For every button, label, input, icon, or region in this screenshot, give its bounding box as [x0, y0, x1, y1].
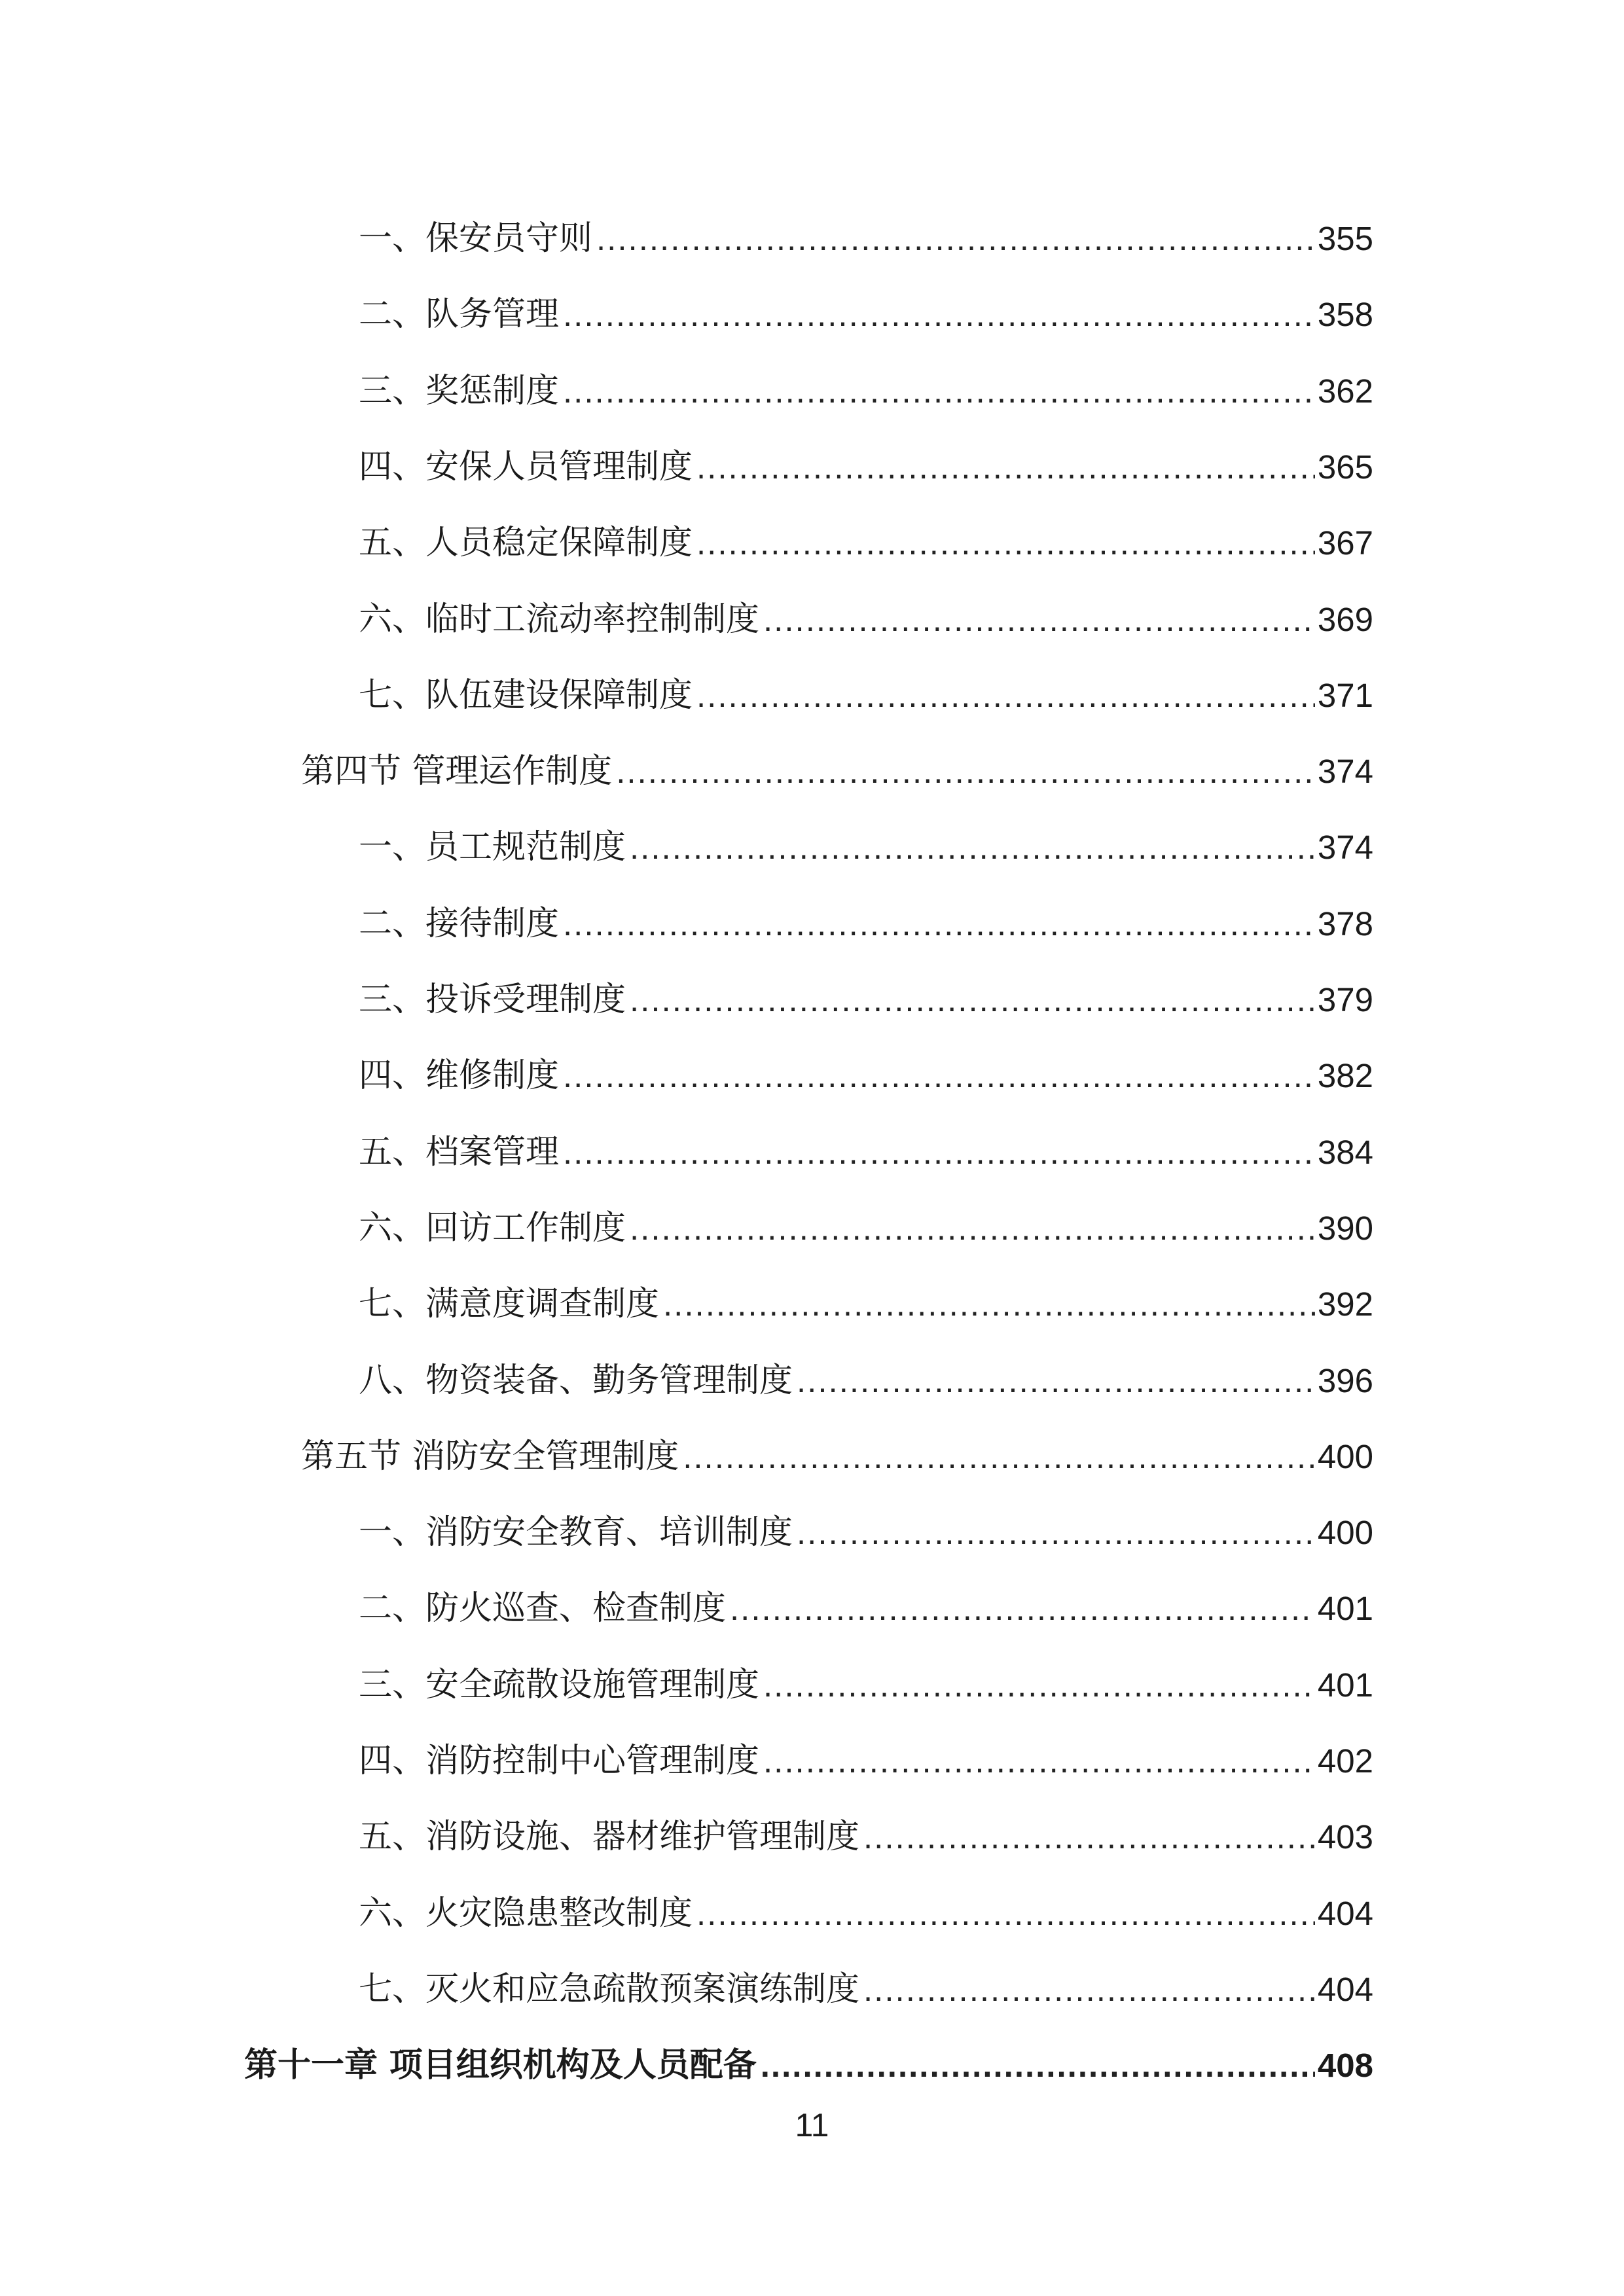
- toc-dot-leader: [696, 1888, 1315, 1940]
- toc-entry-page-number: 374: [1317, 753, 1373, 790]
- toc-dot-leader: [763, 594, 1315, 646]
- toc-entry-page-number: 371: [1317, 677, 1373, 714]
- toc-entry-title: 七、队伍建设保障制度: [359, 676, 693, 715]
- toc-dot-leader: [563, 1050, 1315, 1102]
- toc-dot-leader: [683, 1431, 1315, 1483]
- toc-dot-leader: [696, 441, 1315, 493]
- toc-dot-leader: [763, 1735, 1315, 1787]
- toc-dot-leader: [696, 670, 1315, 722]
- toc-dot-leader: [616, 745, 1315, 798]
- toc-dot-leader: [763, 1659, 1315, 1712]
- toc-entry-title: 一、保安员守则: [359, 219, 593, 258]
- toc-dot-leader: [863, 1811, 1315, 1863]
- toc-entry-title: 六、火灾隐患整改制度: [359, 1894, 693, 1933]
- toc-entry-page-number: 365: [1317, 448, 1373, 486]
- toc-entry-page-number: 379: [1317, 981, 1373, 1018]
- toc-entry-page-number: 400: [1317, 1438, 1373, 1475]
- toc-entry-section[interactable]: [301, 1431, 1373, 1483]
- toc-entry-item[interactable]: [359, 670, 1373, 722]
- toc-entry-page-number: 403: [1317, 1818, 1373, 1856]
- toc-entry-item[interactable]: [359, 898, 1373, 950]
- toc-entry-title: 六、临时工流动率控制制度: [359, 600, 760, 639]
- toc-entry-item[interactable]: [359, 1278, 1373, 1331]
- toc-dot-leader: [563, 365, 1315, 418]
- toc-entry-page-number: 404: [1317, 1971, 1373, 2008]
- toc-dot-leader: [663, 1278, 1315, 1331]
- toc-entry-title: 八、物资装备、勤务管理制度: [359, 1361, 793, 1400]
- toc-entry-chapter[interactable]: [244, 2039, 1373, 2092]
- toc-entry-item[interactable]: [359, 1050, 1373, 1102]
- toc-entry-title: 第十一章 项目组织机构及人员配备: [244, 2046, 757, 2085]
- toc-entry-title: 五、消防设施、器材维护管理制度: [359, 1818, 860, 1856]
- toc-entry-title: 三、奖惩制度: [359, 372, 560, 410]
- toc-entry-title: 四、安保人员管理制度: [359, 448, 693, 486]
- toc-entry-title: 四、维修制度: [359, 1056, 560, 1095]
- toc-dot-leader: [630, 974, 1315, 1026]
- toc-entry-page-number: 362: [1317, 372, 1373, 410]
- toc-entry-title: 三、安全疏散设施管理制度: [359, 1666, 760, 1704]
- toc-entry-title: 七、灭火和应急疏散预案演练制度: [359, 1970, 860, 2009]
- toc-entry-item[interactable]: [359, 213, 1373, 265]
- toc-dot-leader: [761, 2039, 1315, 2092]
- toc-entry-page-number: 358: [1317, 296, 1373, 333]
- toc-entry-page-number: 384: [1317, 1134, 1373, 1171]
- toc-entry-page-number: 408: [1317, 2047, 1373, 2084]
- toc-dot-leader: [797, 1355, 1315, 1407]
- toc-entry-item[interactable]: [359, 1355, 1373, 1407]
- toc-entry-item[interactable]: [359, 1126, 1373, 1179]
- toc-entry-item[interactable]: [359, 1735, 1373, 1787]
- toc-entry-page-number: 369: [1317, 601, 1373, 638]
- toc-entry-title: 一、消防安全教育、培训制度: [359, 1513, 793, 1552]
- toc-entry-title: 第四节 管理运作制度: [301, 752, 613, 791]
- toc-entry-title: 六、回访工作制度: [359, 1209, 626, 1247]
- toc-entry-title: 二、队务管理: [359, 295, 560, 334]
- toc-entry-page-number: 355: [1317, 220, 1373, 257]
- toc-entry-section[interactable]: [301, 745, 1373, 798]
- toc-entry-item[interactable]: [359, 821, 1373, 874]
- toc-entry-item[interactable]: [359, 1964, 1373, 2016]
- toc-dot-leader: [863, 1964, 1315, 2016]
- toc-entry-page-number: 402: [1317, 1742, 1373, 1780]
- toc-entry-item[interactable]: [359, 1507, 1373, 1559]
- toc-entry-page-number: 404: [1317, 1895, 1373, 1932]
- toc-entry-title: 一、员工规范制度: [359, 828, 626, 867]
- toc-entry-item[interactable]: [359, 365, 1373, 418]
- toc-entry-item[interactable]: [359, 1811, 1373, 1863]
- toc-entry-title: 四、消防控制中心管理制度: [359, 1742, 760, 1780]
- toc-entry-page-number: 401: [1317, 1590, 1373, 1627]
- toc-dot-leader: [563, 1126, 1315, 1179]
- toc-entry-item[interactable]: [359, 289, 1373, 341]
- toc-entry-item[interactable]: [359, 594, 1373, 646]
- toc-entry-page-number: 401: [1317, 1666, 1373, 1704]
- toc-entry-page-number: 382: [1317, 1057, 1373, 1094]
- toc-entry-title: 二、接待制度: [359, 905, 560, 943]
- toc-entry-item[interactable]: [359, 1583, 1373, 1635]
- toc-entry-page-number: 400: [1317, 1514, 1373, 1551]
- toc-entry-item[interactable]: [359, 1202, 1373, 1255]
- toc-entry-title: 第五节 消防安全管理制度: [301, 1437, 679, 1476]
- toc-entry-page-number: 374: [1317, 829, 1373, 866]
- toc-entry-item[interactable]: [359, 1659, 1373, 1712]
- toc-entry-page-number: 392: [1317, 1285, 1373, 1323]
- toc-entry-title: 七、满意度调查制度: [359, 1285, 660, 1323]
- toc-entry-title: 三、投诉受理制度: [359, 980, 626, 1019]
- toc-entry-title: 二、防火巡查、检查制度: [359, 1589, 727, 1628]
- toc-entry-item[interactable]: [359, 1888, 1373, 1940]
- toc-dot-leader: [630, 821, 1315, 874]
- toc-dot-leader: [596, 213, 1315, 265]
- toc-entry-item[interactable]: [359, 517, 1373, 569]
- toc-entry-page-number: 367: [1317, 524, 1373, 562]
- toc-entry-item[interactable]: [359, 441, 1373, 493]
- toc-dot-leader: [563, 898, 1315, 950]
- toc-dot-leader: [696, 517, 1315, 569]
- toc-entry-page-number: 396: [1317, 1362, 1373, 1399]
- toc-dot-leader: [630, 1202, 1315, 1255]
- toc-dot-leader: [797, 1507, 1315, 1559]
- toc-dot-leader: [730, 1583, 1315, 1635]
- toc-dot-leader: [563, 289, 1315, 341]
- toc-entry-title: 五、档案管理: [359, 1133, 560, 1172]
- toc-entry-item[interactable]: [359, 974, 1373, 1026]
- toc-entry-page-number: 378: [1317, 905, 1373, 942]
- toc-entry-page-number: 390: [1317, 1210, 1373, 1247]
- toc-entry-title: 五、人员稳定保障制度: [359, 524, 693, 562]
- page-number: 11: [795, 2107, 829, 2144]
